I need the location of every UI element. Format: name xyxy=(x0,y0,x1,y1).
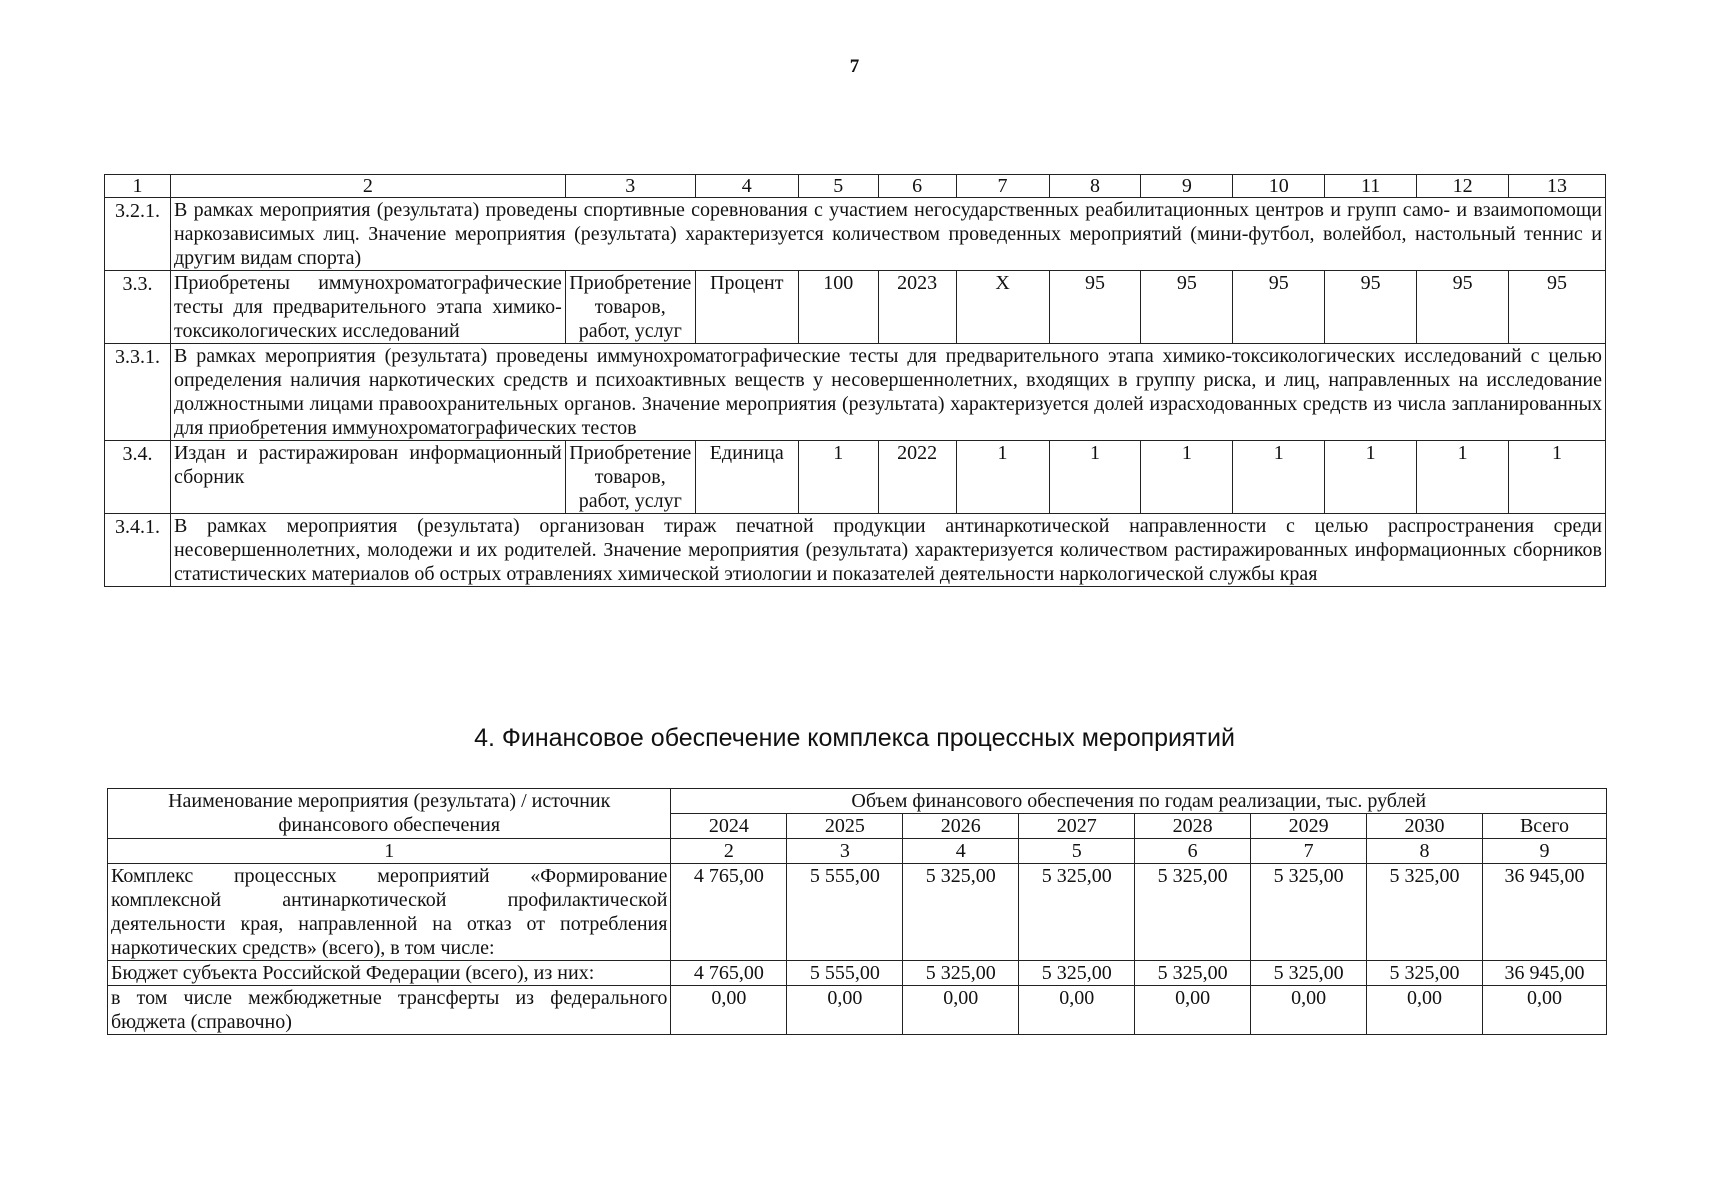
row-number: 3.3. xyxy=(105,271,171,344)
column-number: 2 xyxy=(671,839,787,864)
amount-cell: 5 325,00 xyxy=(1135,961,1251,986)
column-number-row xyxy=(105,175,1606,198)
base-year: 2023 xyxy=(878,271,956,344)
amount-cell: 5 325,00 xyxy=(1019,864,1135,961)
column-number: 6 xyxy=(1135,839,1251,864)
value-cell: X xyxy=(956,271,1049,344)
year-header: 2024 xyxy=(671,814,787,839)
base-value: 1 xyxy=(798,441,878,514)
value-cell: 1 xyxy=(1049,441,1141,514)
table-row xyxy=(105,514,1606,587)
amount-cell: 5 325,00 xyxy=(1135,864,1251,961)
column-number: 8 xyxy=(1049,175,1141,198)
column-number: 2 xyxy=(170,175,565,198)
column-number: 6 xyxy=(878,175,956,198)
header-row xyxy=(108,789,1607,814)
result-name: Издан и растиражирован информационный сборник xyxy=(170,441,565,514)
volume-header: Объем финансового обеспечения по годам реализации, тыс. рублей xyxy=(671,789,1607,814)
amount-cell: 5 325,00 xyxy=(1367,864,1483,961)
column-number: 8 xyxy=(1367,839,1483,864)
total-cell: 36 945,00 xyxy=(1483,864,1607,961)
column-number: 7 xyxy=(956,175,1049,198)
year-header: 2029 xyxy=(1251,814,1367,839)
column-number: 9 xyxy=(1483,839,1607,864)
amount-cell: 5 325,00 xyxy=(903,864,1019,961)
amount-cell: 4 765,00 xyxy=(671,961,787,986)
table-row xyxy=(108,986,1607,1035)
total-header: Всего xyxy=(1483,814,1607,839)
total-cell: 36 945,00 xyxy=(1483,961,1607,986)
column-number: 3 xyxy=(787,839,903,864)
amount-cell: 0,00 xyxy=(1251,986,1367,1035)
name-header: Наименование мероприятия (результата) / источник финансового обеспечения xyxy=(108,789,671,839)
value-cell: 95 xyxy=(1325,271,1417,344)
column-number: 10 xyxy=(1233,175,1325,198)
year-header: 2028 xyxy=(1135,814,1251,839)
amount-cell: 5 555,00 xyxy=(787,864,903,961)
year-header: 2027 xyxy=(1019,814,1135,839)
value-cell: 95 xyxy=(1049,271,1141,344)
year-header: 2030 xyxy=(1367,814,1483,839)
column-number: 1 xyxy=(108,839,671,864)
column-number-row xyxy=(108,839,1607,864)
column-number: 12 xyxy=(1417,175,1509,198)
amount-cell: 5 325,00 xyxy=(1251,961,1367,986)
row-number: 3.2.1. xyxy=(105,198,171,271)
base-value: 100 xyxy=(798,271,878,344)
row-number: 3.3.1. xyxy=(105,344,171,441)
table-row xyxy=(108,864,1607,961)
column-number: 1 xyxy=(105,175,171,198)
table-row xyxy=(105,271,1606,344)
table-row xyxy=(105,441,1606,514)
indicators-table xyxy=(104,174,1606,587)
unit: Процент xyxy=(695,271,798,344)
value-cell: 95 xyxy=(1417,271,1509,344)
column-number: 7 xyxy=(1251,839,1367,864)
result-name: Приобретены иммунохроматографические тесты для предварительного этапа химико-токсикологических исследований xyxy=(170,271,565,344)
table-row xyxy=(105,344,1606,441)
table-row xyxy=(108,961,1607,986)
table-row xyxy=(105,198,1606,271)
amount-cell: 5 325,00 xyxy=(1251,864,1367,961)
amount-cell: 0,00 xyxy=(787,986,903,1035)
amount-cell: 0,00 xyxy=(1135,986,1251,1035)
column-number: 9 xyxy=(1141,175,1233,198)
column-number: 4 xyxy=(903,839,1019,864)
amount-cell: 0,00 xyxy=(671,986,787,1035)
unit: Единица xyxy=(695,441,798,514)
column-number: 4 xyxy=(695,175,798,198)
column-number: 11 xyxy=(1325,175,1417,198)
column-number: 5 xyxy=(1019,839,1135,864)
value-cell: 1 xyxy=(1141,441,1233,514)
year-header: 2026 xyxy=(903,814,1019,839)
finance-table xyxy=(107,788,1607,1035)
value-cell: 1 xyxy=(1233,441,1325,514)
result-type: Приобретение товаров, работ, услуг xyxy=(565,441,695,514)
row-name: в том числе межбюджетные трансферты из федерального бюджета (справочно) xyxy=(108,986,671,1035)
amount-cell: 5 555,00 xyxy=(787,961,903,986)
column-number: 13 xyxy=(1509,175,1606,198)
row-name: Бюджет субъекта Российской Федерации (всего), из них: xyxy=(108,961,671,986)
amount-cell: 0,00 xyxy=(1367,986,1483,1035)
column-number: 3 xyxy=(565,175,695,198)
value-cell: 1 xyxy=(956,441,1049,514)
row-description: В рамках мероприятия (результата) проведены спортивные соревнования с участием негосударственных реабилитационных центров и групп само- и взаимопомощи наркозависимых лиц. Значение мероприятия (результата) характеризуется количеством проведенных мероприятий (мини-футбол, волейбол, настольный теннис и другим видам спорта) xyxy=(170,198,1605,271)
base-year: 2022 xyxy=(878,441,956,514)
row-name: Комплекс процессных мероприятий «Формирование комплексной антинаркотической профилактической деятельности края, направленной на отказ от потребления наркотических средств» (всего), в том числе: xyxy=(108,864,671,961)
result-type: Приобретение товаров, работ, услуг xyxy=(565,271,695,344)
amount-cell: 0,00 xyxy=(1019,986,1135,1035)
page-number: 7 xyxy=(849,56,860,77)
amount-cell: 5 325,00 xyxy=(903,961,1019,986)
section-title: 4. Финансовое обеспечение комплекса процессных мероприятий xyxy=(474,724,1235,752)
column-number: 5 xyxy=(798,175,878,198)
value-cell: 1 xyxy=(1417,441,1509,514)
amount-cell: 0,00 xyxy=(903,986,1019,1035)
value-cell: 95 xyxy=(1509,271,1606,344)
row-description: В рамках мероприятия (результата) проведены иммунохроматографические тесты для предварительного этапа химико-токсикологических исследований с целью определения наличия наркотических средств и психоактивных веществ у несовершеннолетних, входящих в группу риска, и лиц, направленных на исследование должностными лицами правоохранительных органов. Значение мероприятия (результата) характеризуется долей израсходованных средств из числа запланированных для приобретения иммунохроматографических тестов xyxy=(170,344,1605,441)
row-description: В рамках мероприятия (результата) организован тираж печатной продукции антинаркотической направленности с целью распространения среди несовершеннолетних, молодежи и их родителей. Значение мероприятия (результата) характеризуется количеством растиражированных информационных сборников статистических материалов об острых отравлениях химической этиологии и показателей деятельности наркологической службы края xyxy=(170,514,1605,587)
year-header: 2025 xyxy=(787,814,903,839)
amount-cell: 4 765,00 xyxy=(671,864,787,961)
total-cell: 0,00 xyxy=(1483,986,1607,1035)
amount-cell: 5 325,00 xyxy=(1019,961,1135,986)
row-number: 3.4.1. xyxy=(105,514,171,587)
value-cell: 95 xyxy=(1141,271,1233,344)
amount-cell: 5 325,00 xyxy=(1367,961,1483,986)
row-number: 3.4. xyxy=(105,441,171,514)
value-cell: 1 xyxy=(1325,441,1417,514)
value-cell: 1 xyxy=(1509,441,1606,514)
value-cell: 95 xyxy=(1233,271,1325,344)
